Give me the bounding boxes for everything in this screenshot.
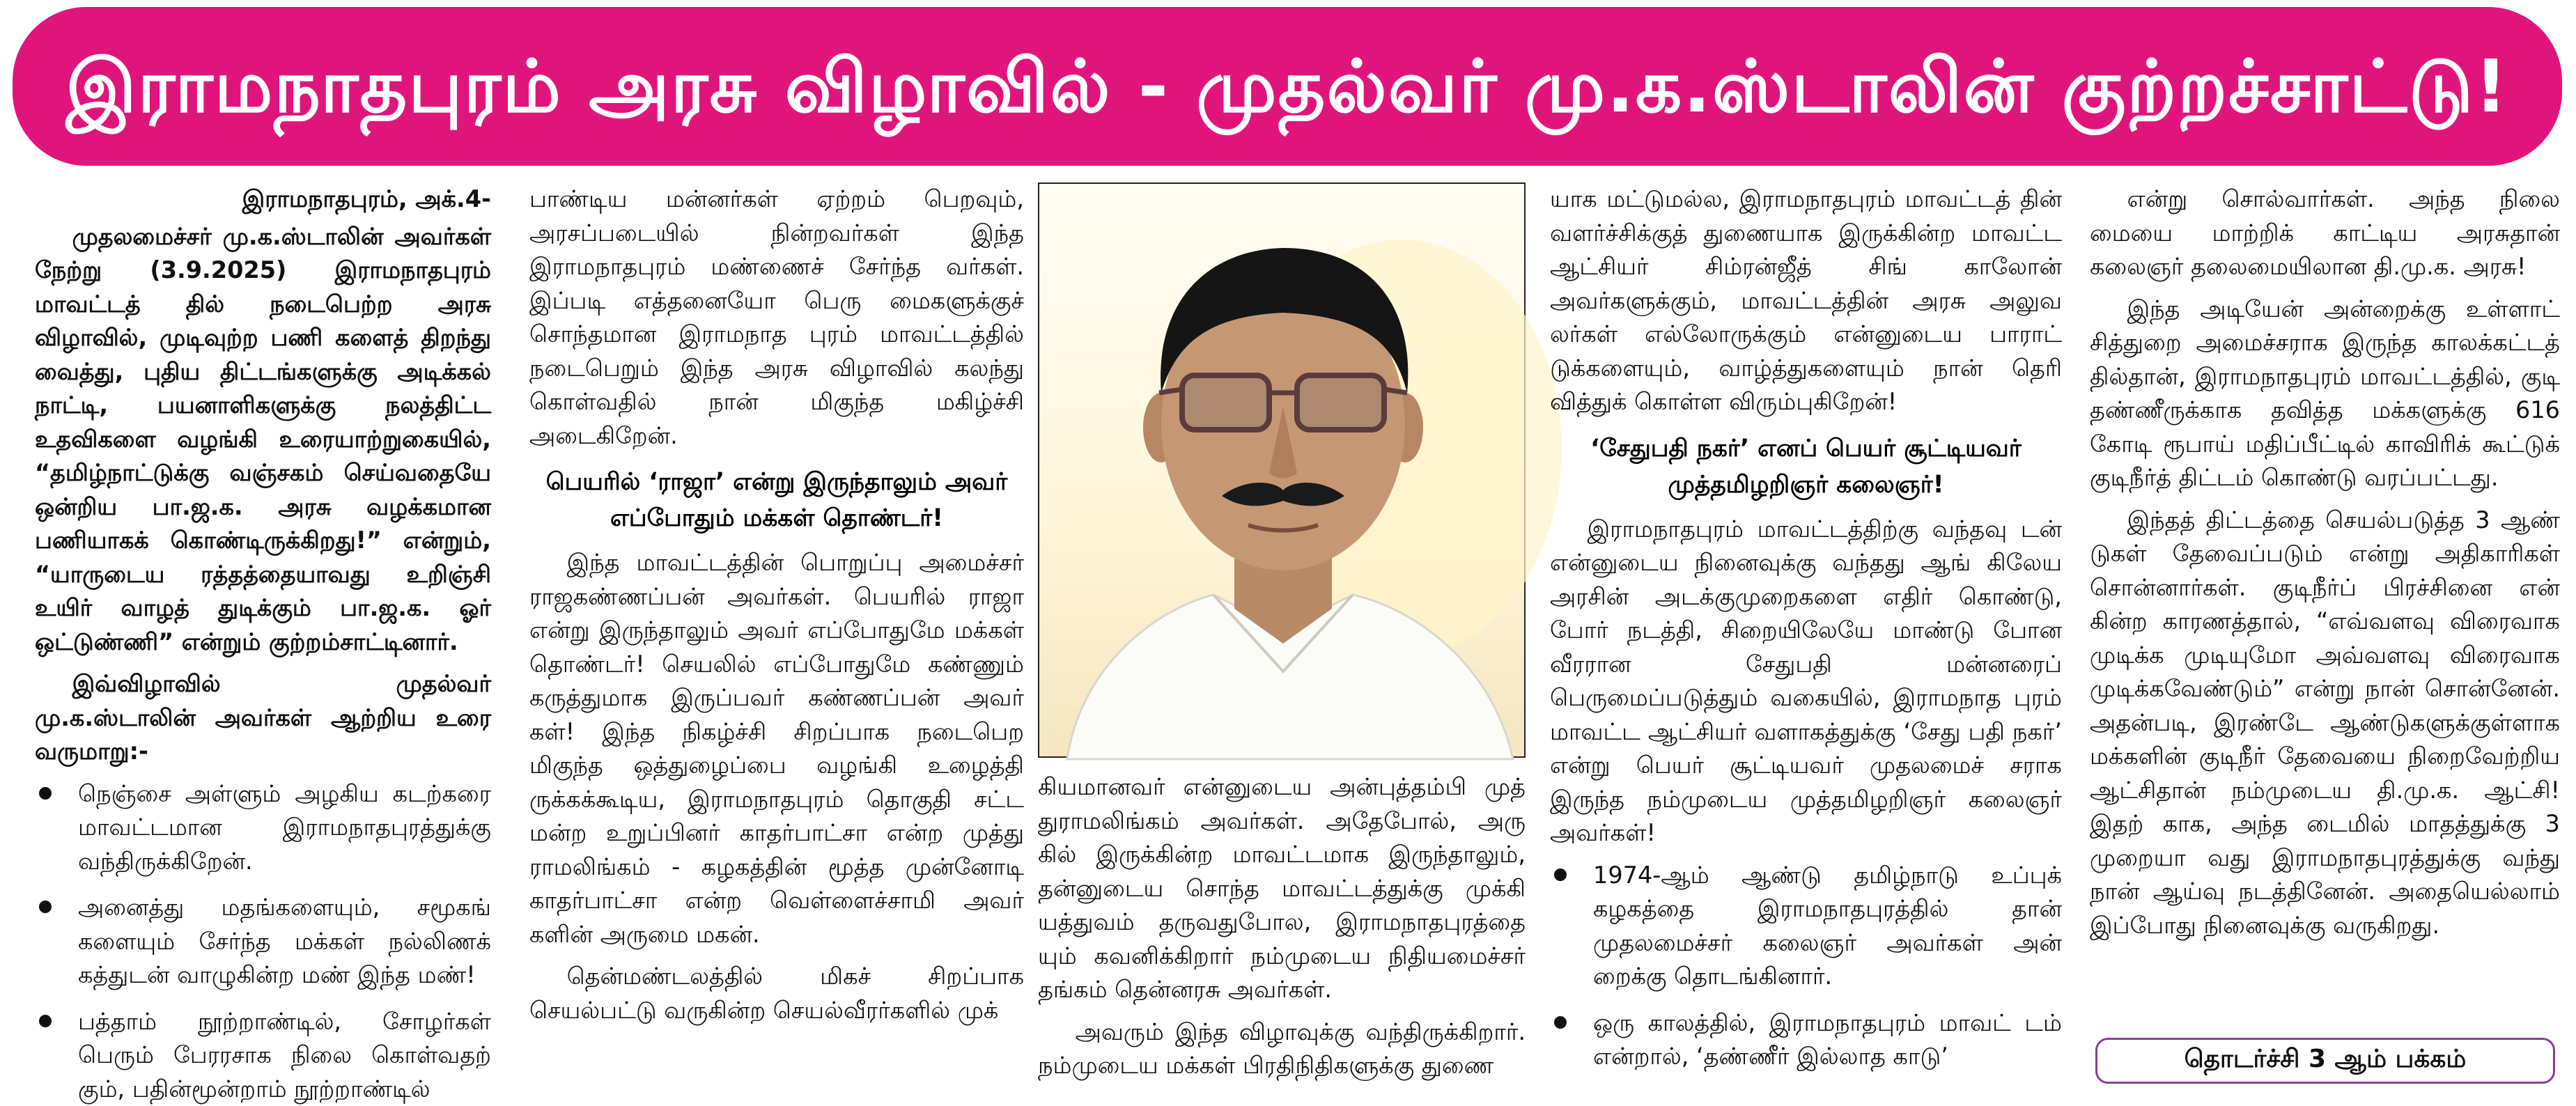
- bullet-text: அனைத்து மதங்களையும், சமூகங் களையும் சேர்ந்த மக்கள் நல்லிணக் கத்துடன் வாழுகின்ற மண் இந்த மண்!: [78, 894, 491, 988]
- body-paragraph: தென்மண்டலத்தில் மிகச் சிறப்பாக செயல்பட்டு வருகின்ற செயல்வீரர்களில் முக்: [529, 960, 1024, 1027]
- list-item: [35, 891, 491, 992]
- body-paragraph: கியமானவர் என்னுடைய அன்புத்தம்பி முத் துராமலிங்கம் அவர்கள். அதேபோல், அரு கில் இருக்கின்ற மாவட்டமாக இருந்தாலும், தன்னுடைய சொந்த மாவட்டத்துக்கு முக்கி யத்துவம் தருவதுபோல, இராமநாதபுரத்தை யும் கவனிக்கிறார் நம்முடைய நிதியமைச்சர் தங்கம் தென்னரசு அவர்கள்.: [1038, 770, 1526, 1007]
- continued-on-page-box: [2095, 1038, 2555, 1084]
- article-column-4: [1550, 182, 2062, 1088]
- article-column-2: [529, 182, 1024, 1088]
- article-column-5: [2090, 182, 2560, 1029]
- headline: இராமநாதபுரம் அரசு விழாவில் - முதல்வர் மு.க.ஸ்டாலின் குற்றச்சாட்டு!: [65, 50, 2508, 123]
- bullet-text: பத்தாம் நூற்றாண்டில், சோழர்கள் பெரும் பேரரசாக நிலை கொள்வதற் கும், பதின்மூன்றாம் நூற்றாண்டில்: [78, 1008, 491, 1103]
- list-item: [1550, 859, 2062, 994]
- list-item: [1550, 1006, 2062, 1074]
- bullet-icon: [1554, 1016, 1567, 1029]
- subheading: பெயரில் ‘ராஜா’ என்று இருந்தாலும் அவர் எப்போதும் மக்கள் தொண்டர்!: [529, 464, 1024, 536]
- chief-minister-photo: [1038, 182, 1526, 758]
- list-item: [35, 777, 491, 879]
- headline-banner: [13, 7, 2562, 166]
- body-paragraph: அவரும் இந்த விழாவுக்கு வந்திருக்கிறார். நம்முடைய மக்கள் பிரதிநிதிகளுக்கு துணை: [1038, 1015, 1526, 1083]
- speech-lead: இவ்விழாவில் முதல்வர் மு.க.ஸ்டாலின் அவர்கள் ஆற்றிய உரை வருமாறு:-: [35, 667, 491, 769]
- intro-paragraph: முதலமைச்சர் மு.க.ஸ்டாலின் அவர்கள் நேற்று (3.9.2025) இராமநாதபுரம் மாவட்டத் தில் நடைபெற்ற அரசு விழாவில், முடிவுற்ற பணி களைத் திறந்து வைத்து, புதிய திட்டங்களுக்கு அடிக்கல் நாட்டி, பயனாளிகளுக்கு நலத்திட்ட உதவிகளை வழங்கி உரையாற்றுகையில், “தமிழ்நாட்டுக்கு வஞ்சகம் செய்வதையே ஒன்றிய பா.ஜ.க. அரசு வழக்கமான பணியாகக் கொண்டிருக்கிறது!” என்றும், “யாருடைய ரத்தத்தையாவது உறிஞ்சி உயிர் வாழத் துடிக்கும் பா.ஜ.க. ஓர் ஒட்டுண்ணி” என்றும் குற்றம்சாட்டினார்.: [35, 220, 491, 660]
- article-column-1: [35, 182, 491, 1088]
- body-paragraph: பாண்டிய மன்னர்கள் ஏற்றம் பெறவும், அரசப்படையில் நின்றவர்கள் இந்த இராமநாதபுரம் மண்ணைச் சேர்ந்த வர்கள். இப்படி எத்தனையோ பெரு மைகளுக்குச் சொந்தமான இராமநாத புரம் மாவட்டத்தில் நடைபெறும் இந்த அரசு விழாவில் கலந்து கொள்வதில் நான் மிகுந்த மகிழ்ச்சி அடைகிறேன்.: [529, 182, 1024, 453]
- bullet-text: நெஞ்சை அள்ளும் அழகிய கடற்கரை மாவட்டமான இராமநாதபுரத்துக்கு வந்திருக்கிறேன்.: [78, 780, 491, 875]
- bullet-icon: [1554, 869, 1567, 881]
- portrait-illustration: [1039, 184, 1527, 759]
- bullet-list: [35, 777, 491, 1106]
- body-paragraph: யாக மட்டுமல்ல, இராமநாதபுரம் மாவட்டத் தின் வளர்ச்சிக்குத் துணையாக இருக்கின்ற மாவட்ட ஆட்சியர் சிம்ரன்ஜீத் சிங் காலோன் அவர்களுக்கும், மாவட்டத்தின் அரசு அலுவ லர்கள் எல்லோருக்கும் என்னுடைய பாராட் டுக்களையும், வாழ்த்துகளையும் நான் தெரி வித்துக் கொள்ள விரும்புகிறேன்!: [1550, 182, 2062, 419]
- body-paragraph: இந்த அடியேன் அன்றைக்கு உள்ளாட் சித்துறை அமைச்சராக இருந்த காலக்கட்டத் தில்தான், இராமநாதபுரம் மாவட்டத்தில், குடி தண்ணீருக்காக தவித்த மக்களுக்கு 616 கோடி ரூபாய் மதிப்பீட்டில் காவிரிக் கூட்டுக் குடிநீர்த் திட்டம் கொண்டு வரப்பட்டது.: [2090, 293, 2560, 495]
- article-column-3: [1038, 182, 1526, 1088]
- body-paragraph: இராமநாதபுரம் மாவட்டத்திற்கு வந்தவு டன் என்னுடைய நினைவுக்கு வந்தது ஆங் கிலேய அரசின் அடக்குமுறைகளை எதிர் கொண்டு, போர் நடத்தி, சிறையிலேயே மாண்டு போன வீரரான சேதுபதி மன்னரைப் பெருமைப்படுத்தும் வகையில், இராமநாத புரம் மாவட்ட ஆட்சியர் வளாகத்துக்கு ‘சேது பதி நகர்’ என்று பெயர் சூட்டியவர் முதலமைச் சராக இருந்த நம்முடைய முத்தமிழறிஞர் கலைஞர் அவர்கள்!: [1550, 513, 2062, 850]
- body-paragraph: இந்தத் திட்டத்தை செயல்படுத்த 3 ஆண் டுகள் தேவைப்படும் என்று அதிகாரிகள் சொன்னார்கள். குடிநீர்ப் பிரச்சினை என் கின்ற காரணத்தால், “எவ்வளவு விரைவாக முடிக்க முடியுமோ அவ்வளவு விரைவாக முடிக்கவேண்டும்” என்று நான் சொன்னேன். அதன்படி, இரண்டே ஆண்டுகளுக்குள்ளாக மக்களின் குடிநீர் தேவையை நிறைவேற்றிய ஆட்சிதான் நம்முடைய தி.மு.க. ஆட்சி! இதற் காக, அந்த டைமில் மாதத்துக்கு 3 முறையா வது இராமநாதபுரத்துக்கு வந்து நான் ஆய்வு நடத்தினேன். அதையெல்லாம் இப்போது நினைவுக்கு வருகிறது.: [2090, 504, 2560, 943]
- dateline: இராமநாதபுரம், அக்.4-: [35, 182, 491, 217]
- list-item: [35, 1005, 491, 1106]
- body-paragraph: என்று சொல்வார்கள். அந்த நிலை மையை மாற்றிக் காட்டிய அரசுதான் கலைஞர் தலைமையிலான தி.மு.க. அரசு!: [2090, 182, 2560, 284]
- bullet-icon: [39, 787, 52, 800]
- bullet-icon: [39, 901, 52, 913]
- subheading: ‘சேதுபதி நகர்’ எனப் பெயர் சூட்டியவர் முத்தமிழறிஞர் கலைஞர்!: [1550, 430, 2062, 503]
- bullet-icon: [39, 1015, 52, 1027]
- bullet-list: [1550, 859, 2062, 1074]
- bullet-text: ஒரு காலத்தில், இராமநாதபுரம் மாவட் டம் என்றால், ‘தண்ணீர் இல்லாத காடு’: [1593, 1009, 2062, 1070]
- bullet-text: 1974-ஆம் ஆண்டு தமிழ்நாடு உப்புக் கழகத்தை இராமநாதபுரத்தில் தான் முதலமைச்சர் கலைஞர் அவர்கள் அன் றைக்கு தொடங்கினார்.: [1593, 862, 2062, 990]
- continued-label: தொடர்ச்சி 3 ஆம் பக்கம்: [2185, 1045, 2467, 1077]
- body-paragraph: இந்த மாவட்டத்தின் பொறுப்பு அமைச்சர் ராஜகண்ணப்பன் அவர்கள். பெயரில் ராஜா என்று இருந்தாலும் அவர் எப்போதுமே மக்கள் தொண்டர்! செயலில் எப்போதுமே கண்ணும் கருத்துமாக இருப்பவர் கண்ணப்பன் அவர் கள்! இந்த நிகழ்ச்சி சிறப்பாக நடைபெற மிகுந்த ஒத்துழைப்பை வழங்கி உழைத்தி ருக்கக்கூடிய, இராமநாதபுரம் தொகுதி சட்ட மன்ற உறுப்பினர் காதர்பாட்சா என்ற முத்து ராமலிங்கம் - கழகத்தின் மூத்த முன்னோடி காதர்பாட்சா என்ற வெள்ளைச்சாமி அவர் களின் அருமை மகன்.: [529, 546, 1024, 951]
